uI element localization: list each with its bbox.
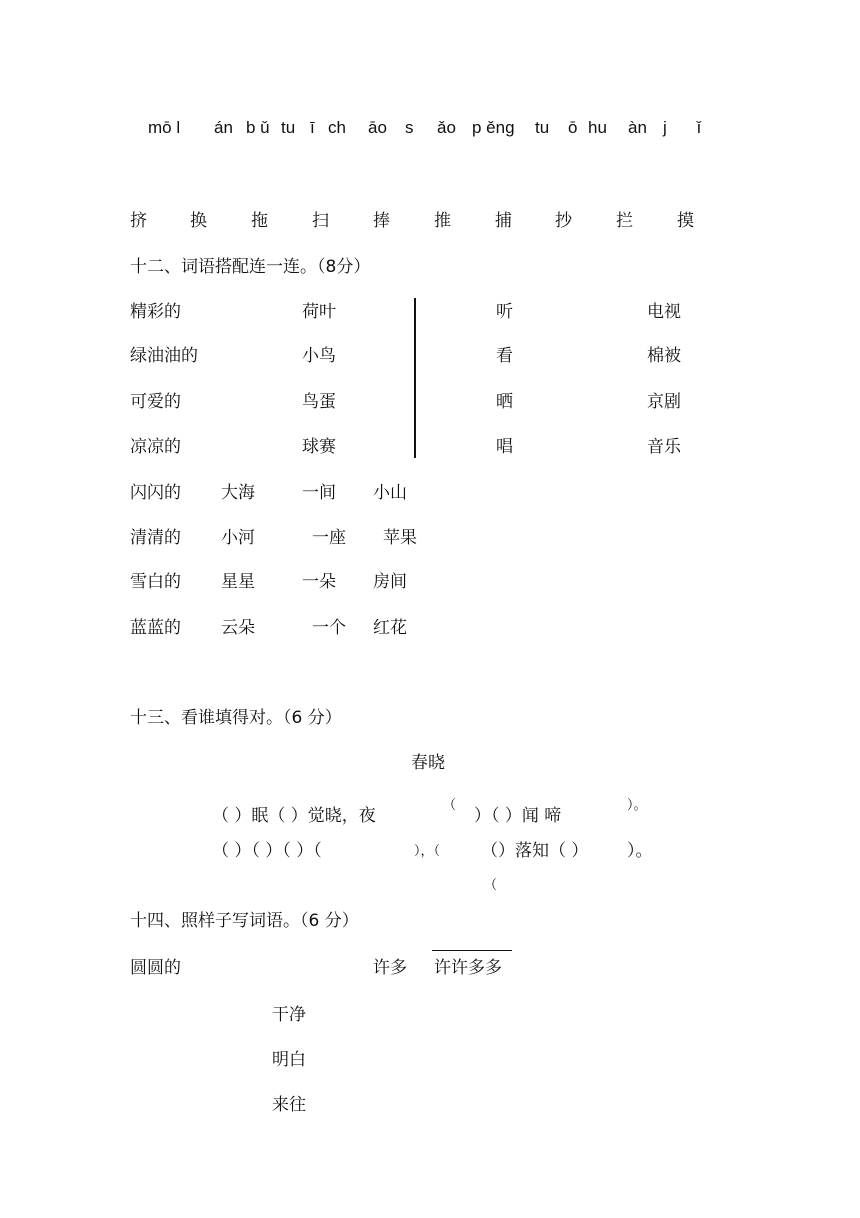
- verb-char: 拦: [616, 211, 633, 231]
- pinyin-syllable: án: [214, 118, 233, 137]
- adj-item: 精彩的: [130, 302, 181, 322]
- verb-char: 换: [190, 211, 207, 231]
- poem-line-2-cont: （）落知（ ）: [481, 841, 589, 861]
- poem-line-1: （ ）眠（ ）觉晓，夜: [212, 806, 376, 826]
- verb-char: 推: [434, 211, 451, 231]
- verb-char: 抄: [555, 211, 572, 231]
- noun-item: 大海: [221, 483, 255, 503]
- measure-item: 一个: [312, 618, 346, 638]
- adj-item: 凉凉的: [130, 437, 181, 457]
- noun-item: 鸟蛋: [302, 392, 336, 412]
- noun-item: 房间: [373, 572, 407, 592]
- measure-item: 一座: [312, 528, 346, 548]
- section-12-title: 十二、词语搭配连一连。（8分）: [130, 257, 371, 277]
- verb-char: 扫: [312, 211, 329, 231]
- pinyin-syllable: p ěng: [472, 118, 515, 137]
- noun-item: 荷叶: [302, 302, 336, 322]
- object-item: 棉被: [647, 346, 681, 366]
- pinyin-syllable: àn: [628, 118, 647, 137]
- noun-item: 云朵: [221, 618, 255, 638]
- verb-char: 拖: [251, 211, 268, 231]
- poem-bracket: ）。: [627, 798, 647, 813]
- noun-item: 小河: [221, 528, 255, 548]
- noun-item: 小山: [373, 483, 407, 503]
- adj-item: 可爱的: [130, 392, 181, 412]
- measure-item: 一朵: [302, 572, 336, 592]
- pinyin-syllable: hu: [588, 118, 607, 137]
- verb-char: 挤: [130, 211, 147, 231]
- pinyin-syllable: ī: [310, 118, 315, 137]
- noun-item: 星星: [221, 572, 255, 592]
- example-word: 圆圆的: [130, 958, 181, 978]
- pinyin-syllable: tu: [281, 118, 296, 137]
- adj-item: 清清的: [130, 528, 181, 548]
- adj-item: 雪白的: [130, 572, 181, 592]
- section-13-title: 十三、看谁填得对。（6 分）: [130, 708, 342, 728]
- object-item: 音乐: [647, 437, 681, 457]
- verb-char: 捕: [495, 211, 512, 231]
- example-answer: 许许多多: [434, 958, 502, 978]
- pinyin-syllable: ch: [328, 118, 346, 137]
- poem-line-1-cont: ）（ ）闻 啼: [474, 806, 562, 826]
- verb-char: 摸: [677, 211, 694, 231]
- adj-item: 闪闪的: [130, 483, 181, 503]
- practice-word: 来往: [272, 1095, 306, 1115]
- noun-item: 苹果: [383, 528, 417, 548]
- pinyin-syllable: j: [663, 118, 667, 137]
- pinyin-syllable: ǐ: [697, 118, 701, 137]
- example-word: 许多: [373, 958, 407, 978]
- object-item: 京剧: [647, 392, 681, 412]
- measure-item: 一间: [302, 483, 336, 503]
- answer-underline: [432, 950, 512, 951]
- noun-item: 球赛: [302, 437, 336, 457]
- adj-item: 蓝蓝的: [130, 618, 181, 638]
- poem-title: 春晓: [411, 753, 445, 773]
- pinyin-syllable: ō: [568, 118, 578, 137]
- verb-item: 唱: [496, 437, 513, 457]
- section-14-title: 十四、照样子写词语。（6 分）: [130, 911, 359, 931]
- verb-char: 捧: [373, 211, 390, 231]
- object-item: 电视: [647, 302, 681, 322]
- poem-bracket: ）。: [627, 841, 653, 861]
- pinyin-syllable: mō l: [148, 118, 181, 137]
- pinyin-syllable: tu: [535, 118, 550, 137]
- pinyin-syllable: s: [405, 118, 414, 137]
- poem-bracket: （: [443, 798, 457, 813]
- poem-bracket: ），（: [414, 844, 441, 859]
- poem-bracket: （: [484, 878, 498, 893]
- poem-line-2: （ ）（ ）（ ）（: [212, 841, 322, 861]
- pinyin-syllable: b ǔ: [246, 118, 270, 137]
- noun-item: 红花: [373, 618, 407, 638]
- pinyin-syllable: ǎo: [437, 118, 456, 137]
- verb-item: 看: [496, 346, 513, 366]
- practice-word: 干净: [272, 1005, 306, 1025]
- verb-item: 听: [496, 302, 513, 322]
- pinyin-syllable: āo: [368, 118, 387, 137]
- column-divider: [414, 298, 416, 458]
- verb-item: 晒: [496, 392, 513, 412]
- practice-word: 明白: [272, 1050, 306, 1070]
- noun-item: 小鸟: [302, 346, 336, 366]
- adj-item: 绿油油的: [130, 346, 198, 366]
